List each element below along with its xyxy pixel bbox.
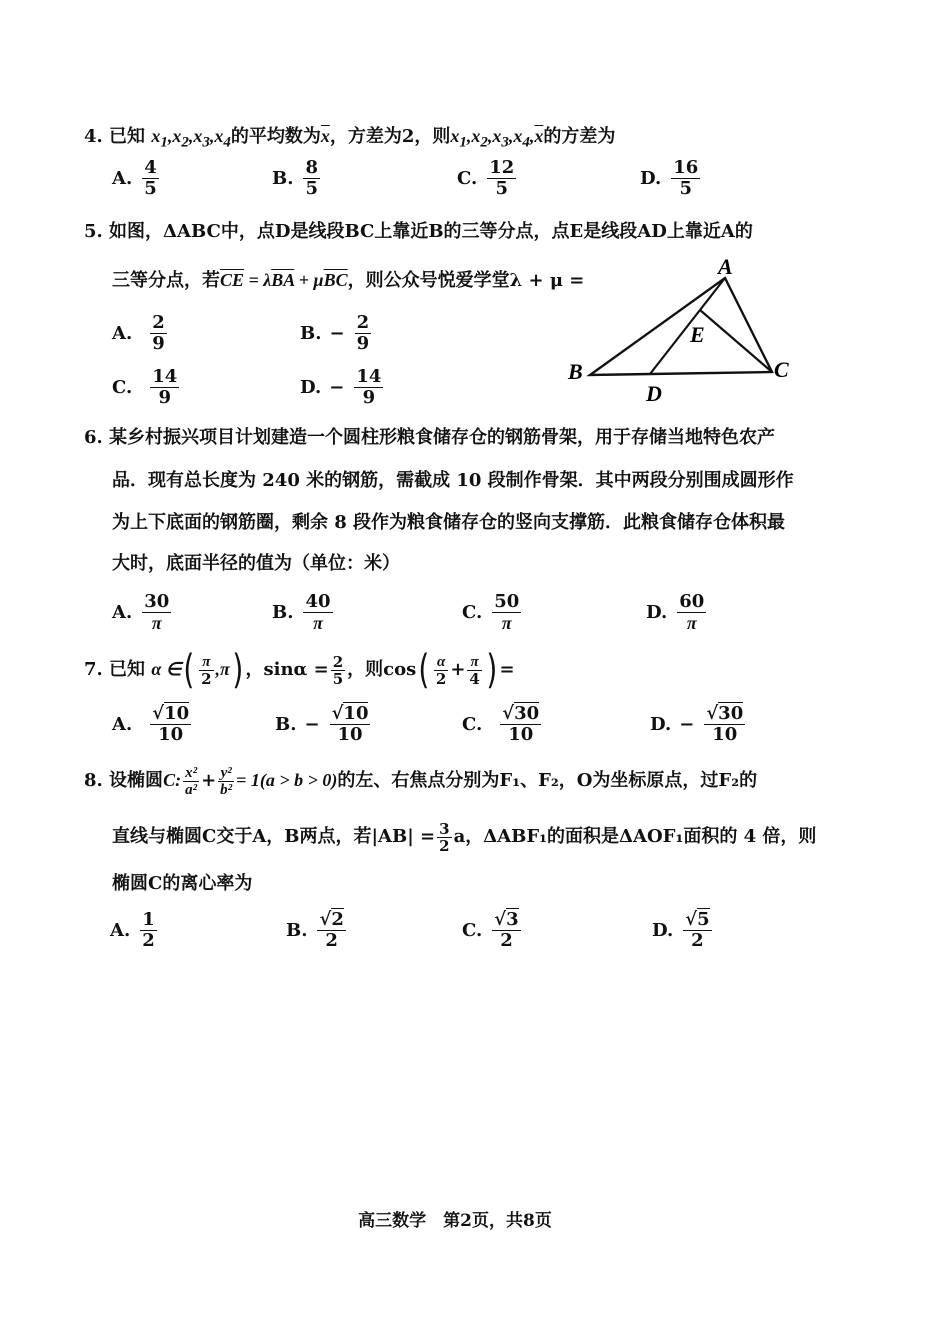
- q6-option-b[interactable]: B. $\frac{40}{\pi}$: [272, 591, 331, 633]
- q8-line2: 直线与椭圆C交于A，B两点，若|AB| = $\frac{3}{2}$ a，ΔABF₁的面积是ΔAOF₁面积的 4 倍，则: [112, 819, 817, 855]
- q6-option-a[interactable]: A. $\frac{30}{\pi}$: [112, 591, 170, 633]
- q4-option-b[interactable]: B. $\frac{8}{5}$: [272, 157, 319, 199]
- q5-option-b[interactable]: B. − $\frac{2}{9}$: [300, 312, 370, 354]
- label-d: D: [646, 381, 662, 406]
- q6-line1: 6. 某乡村振兴项目计划建造一个圆柱形粮食储存仓的钢筋骨架，用于存储当地特色农产: [84, 427, 776, 448]
- q6-option-c[interactable]: C. $\frac{50}{\pi}$: [462, 591, 520, 633]
- q4-vars2: $x_1,x_2,x_3,x_4,\overline{x}$: [450, 126, 544, 151]
- fraction: $\frac{2}{5}$: [332, 652, 344, 688]
- fraction: $\frac{14}{9}$: [356, 366, 382, 408]
- q8-stem: 8. 设椭圆C: $\frac{\text{x²}}{\text{a²}}$ + $\frac{\text{y²}}{\text{b²}}$ = 1(a > b > 0)的左、右焦点分别为F₁、F₂，O为坐标原点，过F₂的: [84, 764, 758, 798]
- label-a: A: [718, 254, 733, 279]
- q8-option-d[interactable]: D. $\frac{√5}{2}$: [652, 909, 710, 951]
- q5-option-a[interactable]: A. $\frac{2}{9}$: [112, 312, 165, 354]
- q5-option-c[interactable]: C. $\frac{14}{9}$: [112, 366, 178, 408]
- q8-option-c[interactable]: C. $\frac{√3}{2}$: [462, 909, 519, 951]
- q7-option-a[interactable]: A. $\frac{√10}{10}$: [112, 703, 190, 745]
- fraction: $\frac{40}{\pi}$: [305, 591, 331, 633]
- fraction: $\frac{50}{\pi}$: [494, 591, 520, 633]
- triangle-figure: [560, 250, 800, 410]
- q7-option-b[interactable]: B. − $\frac{√10}{10}$: [275, 703, 369, 745]
- q6-line2: 品．现有总长度为 240 米的钢筋，需截成 10 段制作骨架．其中两段分别围成圆形作: [112, 470, 794, 491]
- segment-ad: [650, 278, 725, 374]
- fraction: $\frac{\alpha}{2}$: [435, 653, 447, 688]
- fraction: $\frac{60}{\pi}$: [679, 591, 705, 633]
- label-b: B: [568, 359, 583, 384]
- fraction: $\frac{12}{5}$: [489, 157, 515, 199]
- fraction: $\frac{√30}{10}$: [502, 703, 540, 745]
- fraction: $\frac{16}{5}$: [673, 157, 699, 199]
- fraction: $\frac{\text{x²}}{\text{a²}}$: [185, 764, 198, 798]
- label-c: C: [774, 357, 789, 382]
- fraction: $\frac{30}{\pi}$: [144, 591, 170, 633]
- fraction: $\frac{√30}{10}$: [706, 703, 744, 745]
- fraction: $\frac{1}{2}$: [142, 909, 155, 951]
- segment-ce: [700, 310, 772, 372]
- q8-option-b[interactable]: B. $\frac{√2}{2}$: [286, 909, 344, 951]
- fraction: $\frac{14}{9}$: [152, 366, 178, 408]
- fraction: $\frac{√2}{2}$: [319, 909, 344, 951]
- fraction: $\frac{\pi}{2}$: [201, 653, 212, 688]
- q7-option-d[interactable]: D. − $\frac{√30}{10}$: [650, 703, 744, 745]
- q4-option-c[interactable]: C. $\frac{12}{5}$: [457, 157, 515, 199]
- q5-option-d[interactable]: D. − $\frac{14}{9}$: [300, 366, 382, 408]
- fraction: $\frac{2}{9}$: [356, 312, 370, 354]
- fraction: $\frac{√10}{10}$: [152, 703, 190, 745]
- fraction: $\frac{3}{2}$: [439, 819, 450, 855]
- q6-option-d[interactable]: D. $\frac{60}{\pi}$: [646, 591, 705, 633]
- fraction: $\frac{4}{5}$: [144, 157, 157, 199]
- q4-stem: 4. 已知 $x_1,x_2,x_3,x_4$的平均数为$\overline{x}$，方差为2，则$x_1,x_2,x_3,x_4,\overline{x}$的方差为: [84, 126, 616, 151]
- fraction: $\frac{8}{5}$: [305, 157, 319, 199]
- fraction: $\frac{2}{9}$: [152, 312, 165, 354]
- q5-line1: 5. 如图，ΔABC中，点D是线段BC上靠近B的三等分点，点E是线段AD上靠近A的: [84, 221, 753, 242]
- fraction: $\frac{\pi}{4}$: [469, 653, 480, 688]
- q4-option-a[interactable]: A. $\frac{4}{5}$: [112, 157, 157, 199]
- q7-stem: 7. 已知 α ∈( $\frac{\pi}{2}$ ,π) ，sinα = $\frac{2}{5}$ ，则cos( $\frac{\alpha}{2}$ + $\frac{\pi}{4}$ ) =: [84, 647, 515, 693]
- fraction: $\frac{\text{y²}}{\text{b²}}$: [220, 764, 233, 798]
- page-footer: 高三数学 第2页，共8页: [358, 1211, 552, 1231]
- triangle-abc: [590, 278, 772, 375]
- q4-vars: $x_1,x_2,x_3,x_4$: [151, 126, 231, 151]
- fraction: $\frac{√10}{10}$: [331, 703, 369, 745]
- q6-line4: 大时，底面半径的值为（单位：米）: [112, 553, 400, 574]
- label-e: E: [690, 322, 705, 347]
- q8-line3: 椭圆C的离心率为: [112, 873, 253, 894]
- fraction: $\frac{√5}{2}$: [685, 909, 710, 951]
- q8-option-a[interactable]: A. $\frac{1}{2}$: [110, 909, 155, 951]
- q4-option-d[interactable]: D. $\frac{16}{5}$: [640, 157, 699, 199]
- q7-option-c[interactable]: C. $\frac{√30}{10}$: [462, 703, 540, 745]
- fraction: $\frac{√3}{2}$: [494, 909, 519, 951]
- q4-mean: $\overline{x}$: [320, 126, 330, 146]
- q5-line2: 三等分点，若$\overline{CE} = \lambda\overline{BA} + \mu\overline{BC}$，则公众号悦爱学堂λ + μ =: [112, 270, 585, 291]
- q6-line3: 为上下底面的钢筋圈，剩余 8 段作为粮食储存仓的竖向支撑筋．此粮食储存仓体积最: [112, 512, 786, 533]
